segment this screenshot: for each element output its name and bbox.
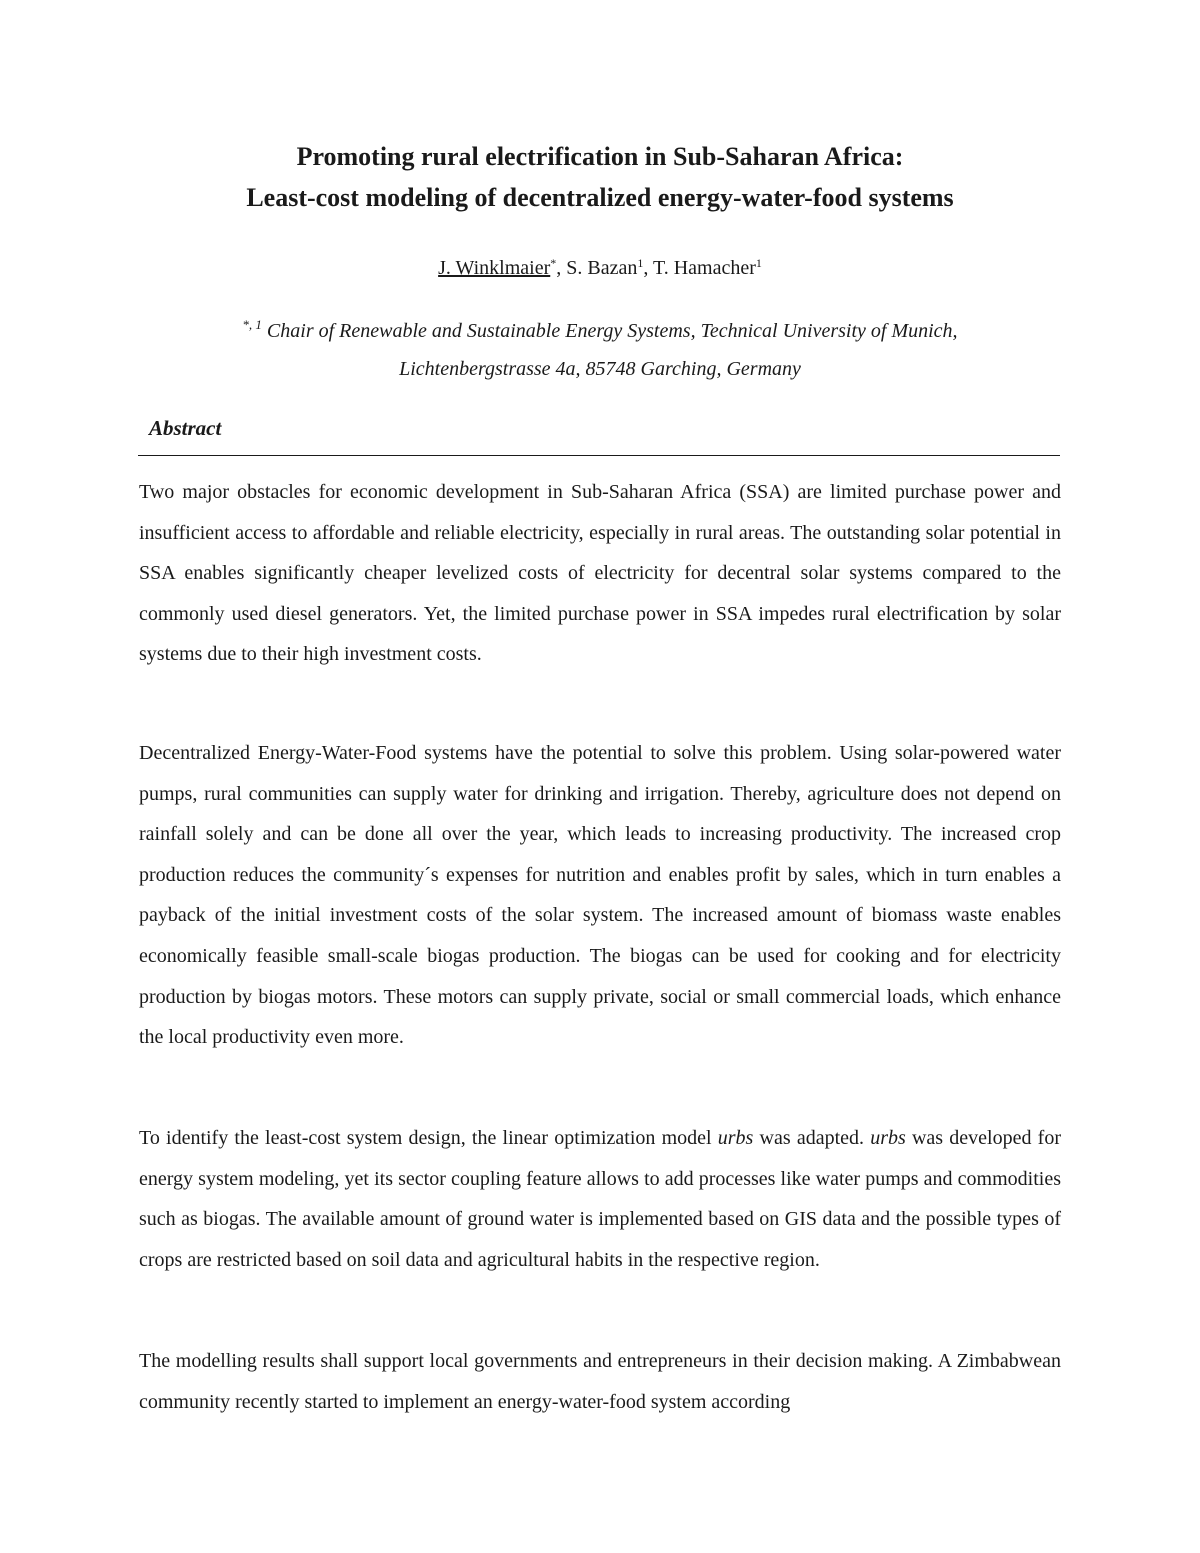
affiliation [0,312,1200,388]
abstract-paragraph-3 [139,1118,1061,1280]
affiliation-marks: *, 1 [242,317,262,332]
title-line-2: Least-cost modeling of decentralized energy-water-food systems [246,183,954,212]
abstract-heading: Abstract [149,416,222,440]
affiliation-mark-bazan: 1 [637,256,644,270]
affiliation-mark-hamacher: 1 [755,256,762,270]
paragraph-3-text-b: was adapted. [753,1127,871,1149]
author-hamacher: , T. Hamacher [643,257,756,279]
author-list [0,254,1200,282]
paper-title [0,136,1200,218]
corresponding-author-mark: * [550,256,557,270]
title-line-1: Promoting rural electrification in Sub-Saharan Africa: [296,142,904,171]
affiliation-address: Lichtenbergstrasse 4a, 85748 Garching, Germany [399,358,801,380]
horizontal-rule [138,455,1060,456]
paragraph-3-text-c: was developed for energy system modeling, yet its sector coupling feature allows to add processes like water pumps and commodities such as biogas. The available amount of ground water is implemented based on GIS data and the possible types of crops are restricted based on soil data and agricultural habits in the respective region. [139,1127,1061,1271]
author-bazan: , S. Bazan [556,257,638,279]
abstract-paragraph-1: Two major obstacles for economic development in Sub-Saharan Africa (SSA) are limited purchase power and insufficient access to affordable and reliable electricity, especially in rural areas. The outstanding solar potential in SSA enables significantly cheaper levelized costs of electricity for decentral solar systems compared to the commonly used diesel generators. Yet, the limited purchase power in SSA impedes rural electrification by solar systems due to their high investment costs. [139,481,1061,666]
model-name-urbs: urbs [717,1127,754,1149]
model-name-urbs: urbs [870,1127,906,1149]
affiliation-institution: Chair of Renewable and Sustainable Energy Systems, Technical University of Munich, [261,320,958,342]
abstract-paragraph-2: Decentralized Energy-Water-Food systems have the potential to solve this problem. Using solar-powered water pumps, rural communities can supply water for drinking and irrigation. Thereby, agriculture does not depend on rainfall solely and can be done all over the year, which leads to increasing productivity. The increased crop production reduces the community´s expenses for nutrition and enables profit by sales, which in turn enables a payback of the initial investment costs of the solar system. The increased amount of biomass waste enables economically feasible small-scale biogas production. The biogas can be used for cooking and for electricity production by biogas motors. These motors can supply private, social or small commercial loads, which enhance the local productivity even more. [139,742,1061,1049]
affiliation-line-1 [0,312,1200,350]
abstract-paragraph-4: The modelling results shall support local governments and entrepreneurs in their decision making. A Zimbabwean community recently started to implement an energy-water-food system according [139,1350,1061,1413]
paragraph-3-text-a: To identify the least-cost system design, the linear optimization model [139,1127,718,1149]
author-winklmaier: J. Winklmaier [438,257,551,279]
